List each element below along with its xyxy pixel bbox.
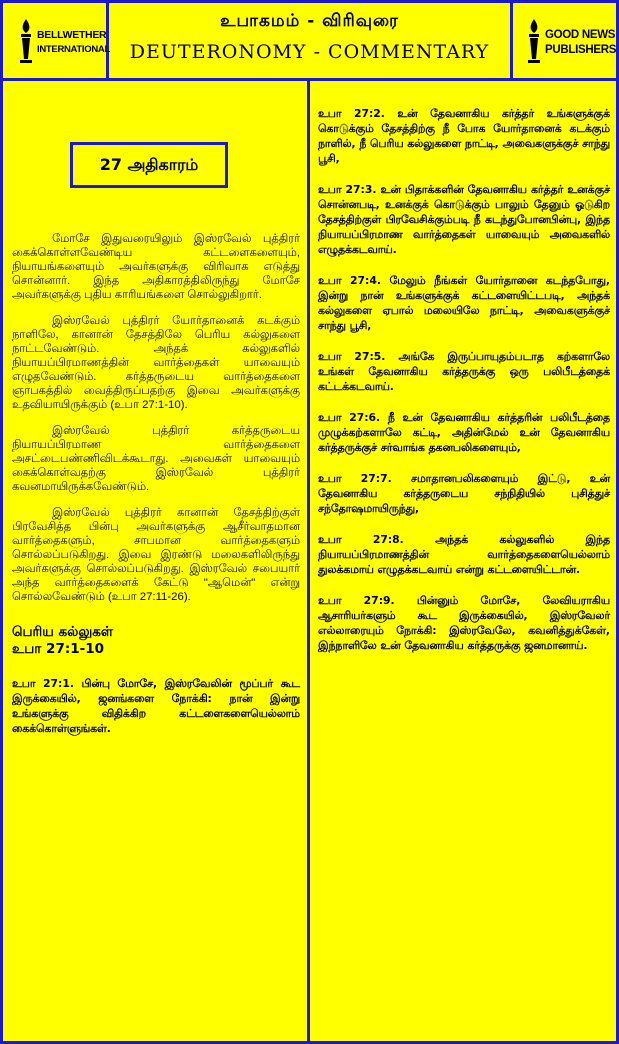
verse-paragraph: உபா 27:1. பின்பு மோசே, இஸ்ரவேலின் மூப்பர் கூட இருக்கையில், ஜனங்களை நோக்கி: நான் இன்று உங்களுக்கு விதிக்கிற கட்டளைகளையெல்லாம் கைக்கொள்ளுங்கள். [12, 677, 300, 735]
right-column [318, 106, 610, 669]
verse-paragraph: உபா 27:7. சமாதானபலிகளையும் இட்டு, உன் தேவனாகிய கர்த்தருடைய சந்நிதியில் புசித்துச் சந்தோஷமாயிருந்து, [318, 472, 610, 515]
torch-icon [523, 17, 545, 65]
verse-paragraph: உபா 27:2. உன் தேவனாகிய கர்த்தர் உங்களுக்குக் கொடுக்கும் தேசத்திற்கு நீ போக யோர்தானைக் கடக்கும் நாளில், நீ பெரிய கல்லுகளை நாட்டி, அவைகளுக்குச் சாந்து பூசி, [318, 107, 610, 165]
title-block [109, 3, 510, 78]
title-english: DEUTERONOMY - COMMENTARY [129, 41, 490, 63]
bellwether-logo [3, 3, 109, 78]
intro-paragraph: இஸ்ரவேல் புத்திரர் கர்த்தருடைய நியாயப்பிரமாண வார்த்தைகளை அசட்டைபண்ணிவிடக்கூடாது. அவைகள் யாவையும் கைக்கொள்வதற்கு இஸ்ரவேல் புத்திரர் கவனமாயிருக்கவேண்டும். [12, 425, 300, 493]
chapter-title: 27 அதிகாரம் [70, 142, 228, 188]
good-news-logo [510, 3, 616, 78]
page-header [3, 3, 616, 78]
bellwether-name: BELLWETHER INTERNATIONAL [37, 29, 110, 55]
intro-paragraph: இஸ்ரவேல் புத்திரர் யோர்தானைக் கடக்கும் நாளிலே, கானான் தேசத்திலே பெரிய கல்லுகளை நாட்டவேண்டும். அந்தக் கல்லுகளில் நியாயப்பிரமாணத்தின் வார்த்தைகள் யாவையும் எழுதவேண்டும். கர்த்தருடைய வார்த்தைகளை ஞாபகத்தில் வைத்திருப்பதற்கு இவை அவர்களுக்கு உதவியாயிருக்கும் (உபா 27:1-10). [12, 315, 300, 411]
intro-paragraph: மோசே இதுவரையிலும் இஸ்ரவேல் புத்திரர் கைக்கொள்ளவேண்டிய கட்டளைகளையும், நியாயங்களையும் அவர்களுக்கு விரிவாக எடுத்து சொன்னார். இந்த அதிகாரத்திலிருந்து மோசே அவர்களுக்கு புதிய காரியங்களை சொல்லுகிறார். [12, 233, 300, 301]
verse-paragraph: உபா 27:3. உன் பிதாக்களின் தேவனாகிய கர்த்தர் உனக்குச் சொன்னபடி, உனக்குக் கொடுக்கும் பாலும் தேனும் ஓடுகிற தேசத்திற்குள் பிரவேசிக்கும்படி நீ கடந்துபோனபின்பு, இந்த நியாயப்பிரமாண வார்த்தைகள் யாவையும் அவைகளில் எழுதக்கடவாய். [318, 183, 610, 256]
intro-paragraph: இஸ்ரவேல் புத்திரர் கானான் தேசத்திற்குள் பிரவேசித்த பின்பு அவர்களுக்கு ஆசீர்வாதமான வார்த்தைகளும், சாபமான வார்த்தைகளும் சொல்லப்படுகிறது. இவை இரண்டு மலைகளிலிருந்து அவர்களுக்கு சொல்லப்படுகிறது. இஸ்ரவேல் சபையார் அந்த வார்த்தைகளைக் கேட்டு "ஆமென்" என்று சொல்லவேண்டும் (உபா 27:11-26). [12, 507, 300, 603]
verse-paragraph: உபா 27:6. நீ உன் தேவனாகிய கர்த்தரின் பலிபீடத்தை முழுக்கற்களாலே கட்டி, அதின்மேல் உன் தேவனாகிய கர்த்தருக்குச் சர்வாங்க தகனபலிகளையும், [318, 411, 610, 454]
column-divider [307, 81, 310, 1044]
section-heading: பெரிய கல்லுகள் உபா 27:1-10 [12, 624, 114, 657]
left-column [12, 90, 300, 752]
verse-paragraph: உபா 27:9. பின்னும் மோசே, லேவியராகிய ஆசாரியர்களும் கூட இருக்கையில், இஸ்ரவேலர் எல்லாரையும் நோக்கி: இஸ்ரவேலே, கவனித்துக்கேள், இந்நாளிலே உன் தேவனாகிய கர்த்தருக்கு ஜனமானாய். [318, 594, 610, 652]
verse-paragraph: உபா 27:5. அங்கே இருப்பாயுதம்படாத கற்களாலே உங்கள் தேவனாகிய கர்த்தருக்கு ஒரு பலிபீடத்தைக் கட்டக்கடவாய். [318, 350, 610, 393]
torch-icon [15, 17, 37, 65]
good-news-name: GOOD NEWS PUBLISHERS [545, 29, 617, 56]
title-tamil: உபாகமம் - விரிவுரை [220, 11, 399, 31]
verse-paragraph: உபா 27:4. மேலும் நீங்கள் யோர்தானை கடந்தபோது, இன்று நான் உங்களுக்குக் கட்டளையிட்டபடி, அந்தக் கல்லுகளை ஏபால் மலையிலே நாட்டி, அவைகளுக்குச் சாந்து பூசி, [318, 274, 610, 332]
verse-paragraph: உபா 27:8. அந்தக் கல்லுகளில் இந்த நியாயப்பிரமாணத்தின் வார்த்தைகளையெல்லாம் துலக்கமாய் எழுதக்கடவாய் என்று கட்டளையிட்டான். [318, 533, 610, 576]
